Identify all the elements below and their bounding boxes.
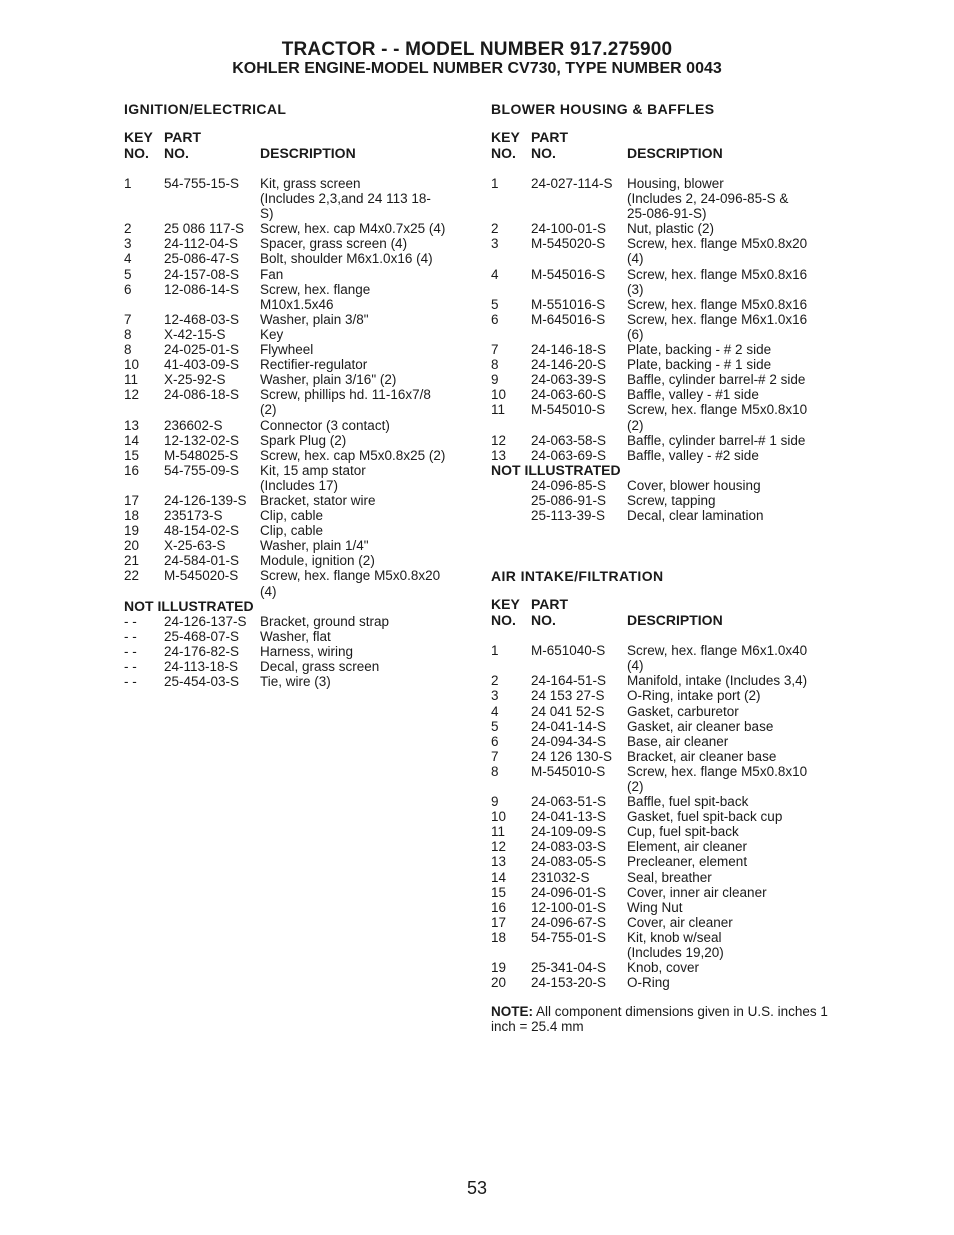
- part-no: M-545010-S: [531, 763, 606, 779]
- table-row: [124, 387, 484, 417]
- description: Precleaner, element: [627, 854, 748, 870]
- table-row: [491, 734, 851, 749]
- description: Washer, plain 1/4": [260, 538, 369, 554]
- table-row: [124, 342, 484, 357]
- part-no: 24 126 130-S: [531, 748, 613, 764]
- key-no: 15: [124, 447, 140, 463]
- table-row: [491, 839, 851, 854]
- key-no: 20: [491, 975, 507, 991]
- description: Seal, breather: [627, 869, 712, 885]
- key-no: 1: [124, 176, 132, 191]
- not-illustrated-list-ignition: [124, 614, 484, 689]
- description: Kit, knob w/seal (Includes 19,20): [627, 929, 724, 961]
- key-no: 12: [491, 432, 507, 448]
- table-header: [124, 130, 484, 161]
- description: Screw, phillips hd. 11-16x7/8 (2): [260, 387, 431, 418]
- part-no: 24-153-20-S: [531, 975, 607, 991]
- description: Decal, grass screen: [260, 659, 380, 674]
- key-no: 2: [491, 221, 499, 237]
- table-row: [491, 794, 851, 809]
- description: Gasket, carburetor: [627, 703, 739, 719]
- part-no: M-551016-S: [531, 296, 606, 312]
- description: Screw, hex. flange M5x0.8x16: [627, 296, 808, 312]
- key-no: 8: [124, 326, 132, 342]
- part-no: 24-157-08-S: [164, 266, 240, 282]
- part-no: X-42-15-S: [164, 326, 226, 342]
- part-no: 24-146-20-S: [531, 357, 607, 373]
- description: Washer, flat: [260, 628, 331, 644]
- table-row: [124, 508, 484, 523]
- parts-list-air-intake: [491, 643, 851, 990]
- page-titles: [0, 40, 954, 78]
- table-header: [491, 130, 851, 161]
- description: Wing Nut: [627, 899, 683, 915]
- table-row: [124, 493, 484, 508]
- description: Gasket, air cleaner base: [627, 718, 774, 734]
- table-row: [491, 236, 851, 266]
- part-no: 54-755-01-S: [531, 929, 607, 945]
- part-no: 25-454-03-S: [164, 674, 240, 690]
- part-no: 235173-S: [164, 508, 223, 524]
- description: Tie, wire (3): [260, 674, 331, 690]
- part-no: 12-468-03-S: [164, 311, 240, 327]
- part-no: 25-086-47-S: [164, 251, 240, 267]
- part-no: 24-096-67-S: [531, 914, 607, 930]
- page-title: TRACTOR - - MODEL NUMBER 917.275900: [281, 39, 673, 60]
- key-no: - -: [124, 643, 137, 659]
- part-no: 24-025-01-S: [164, 342, 240, 358]
- key-no: 3: [491, 236, 499, 252]
- description: Baffle, fuel spit-back: [627, 794, 749, 810]
- description: O-Ring: [627, 975, 670, 991]
- table-row: [491, 749, 851, 764]
- part-no: 24-126-137-S: [164, 613, 247, 629]
- key-no: 13: [491, 854, 507, 870]
- part-no: M-545020-S: [531, 236, 606, 252]
- description: O-Ring, intake port (2): [627, 688, 761, 704]
- part-no: 24-083-03-S: [531, 839, 607, 855]
- key-no: 14: [124, 432, 140, 448]
- not-illustrated-heading: NOT ILLUSTRATED: [124, 597, 254, 614]
- parts-list-blower: [491, 176, 851, 463]
- key-no: 7: [124, 311, 132, 327]
- section-title-ignition: IGNITION/ELECTRICAL: [124, 101, 287, 117]
- key-no: 6: [491, 733, 499, 749]
- part-no: 25 086 117-S: [164, 221, 245, 237]
- part-no: 24-063-60-S: [531, 387, 607, 403]
- key-no: - -: [124, 674, 137, 690]
- description: Cover, air cleaner: [627, 914, 733, 930]
- table-row: [491, 975, 851, 990]
- part-no: M-545010-S: [531, 402, 606, 418]
- key-no: 19: [491, 960, 507, 976]
- description: Clip, cable: [260, 523, 324, 539]
- table-row: [491, 915, 851, 930]
- table-row: [124, 372, 484, 387]
- key-no: 11: [124, 372, 139, 388]
- key-no: 9: [491, 794, 499, 810]
- key-no: 20: [124, 538, 140, 554]
- part-no: M-548025-S: [164, 447, 239, 463]
- part-no: 25-113-39-S: [531, 508, 606, 524]
- description: Connector (3 contact): [260, 417, 390, 433]
- table-row: [491, 372, 851, 387]
- table-row: [124, 357, 484, 372]
- description: Cover, inner air cleaner: [627, 884, 767, 900]
- table-row: [124, 463, 484, 493]
- key-no: 4: [491, 266, 499, 282]
- table-row: [124, 523, 484, 538]
- header-part-no: NO.: [531, 611, 556, 628]
- part-no: 24-096-01-S: [531, 884, 607, 900]
- key-no: 6: [491, 311, 499, 327]
- table-row: [491, 221, 851, 236]
- header-key: KEY: [491, 129, 520, 145]
- part-no: 24-100-01-S: [531, 221, 607, 237]
- part-no: 24-083-05-S: [531, 854, 607, 870]
- table-row: [124, 312, 484, 327]
- description: Screw, tapping: [627, 492, 716, 508]
- key-no: 19: [124, 523, 140, 539]
- description: Harness, wiring: [260, 643, 354, 659]
- key-no: 9: [491, 372, 499, 388]
- table-row: [491, 824, 851, 839]
- part-no: 54-755-09-S: [164, 462, 240, 478]
- table-row: [491, 357, 851, 372]
- part-no: M-545020-S: [164, 568, 239, 584]
- table-row: [491, 312, 851, 342]
- description: Screw, hex. flange M5x0.8x10 (2): [627, 402, 808, 433]
- table-row: [124, 553, 484, 568]
- description: Baffle, cylinder barrel-# 2 side: [627, 372, 806, 388]
- table-row: [491, 930, 851, 960]
- table-row: [491, 719, 851, 734]
- key-no: 2: [124, 221, 132, 237]
- key-no: 7: [491, 342, 499, 358]
- table-header: [491, 597, 851, 628]
- description: Flywheel: [260, 342, 314, 358]
- table-row: [124, 538, 484, 553]
- description: Bracket, air cleaner base: [627, 748, 777, 764]
- key-no: 13: [491, 447, 507, 463]
- key-no: 10: [491, 387, 507, 403]
- description: Screw, hex. cap M4x0.7x25 (4): [260, 221, 446, 237]
- part-no: 12-100-01-S: [531, 899, 607, 915]
- key-no: 21: [124, 553, 140, 569]
- table-row: [491, 493, 851, 508]
- table-row: [491, 433, 851, 448]
- part-no: 48-154-02-S: [164, 523, 240, 539]
- table-row: [124, 251, 484, 266]
- key-no: 16: [124, 462, 140, 478]
- description: Screw, hex. flange M5x0.8x20 (4): [627, 236, 808, 267]
- part-no: 54-755-15-S: [164, 176, 240, 191]
- key-no: 11: [491, 402, 506, 418]
- part-no: 25-341-04-S: [531, 960, 607, 976]
- table-row: [491, 176, 851, 221]
- part-no: X-25-92-S: [164, 372, 226, 388]
- key-no: 22: [124, 568, 140, 584]
- part-no: 24-086-18-S: [164, 387, 240, 403]
- table-row: [491, 387, 851, 402]
- note: [491, 1004, 851, 1034]
- table-row: [491, 342, 851, 357]
- description: Plate, backing - # 2 side: [627, 342, 772, 358]
- description: Spacer, grass screen (4): [260, 236, 408, 252]
- table-row: [124, 568, 484, 598]
- description: Knob, cover: [627, 960, 700, 976]
- part-no: 24-113-18-S: [164, 659, 239, 674]
- description: Cup, fuel spit-back: [627, 824, 739, 840]
- description: Bracket, stator wire: [260, 492, 376, 508]
- key-no: 17: [491, 914, 507, 930]
- part-no: 24-584-01-S: [164, 553, 240, 569]
- description: Key: [260, 326, 284, 342]
- description: Base, air cleaner: [627, 733, 729, 749]
- part-no: 24-094-34-S: [531, 733, 607, 749]
- not-illustrated-list-blower: [491, 478, 851, 523]
- description: Cover, blower housing: [627, 477, 761, 493]
- page-number: 53: [466, 1178, 488, 1198]
- description: Fan: [260, 266, 284, 282]
- part-no: 24-096-85-S: [531, 477, 607, 493]
- part-no: 12-086-14-S: [164, 281, 240, 297]
- key-no: 18: [491, 929, 507, 945]
- part-no: 24 153 27-S: [531, 688, 605, 704]
- table-row: [124, 327, 484, 342]
- part-no: 24-112-04-S: [164, 236, 239, 252]
- key-no: - -: [124, 613, 137, 629]
- table-row: [491, 508, 851, 523]
- description: Decal, clear lamination: [627, 508, 764, 524]
- key-no: 3: [124, 236, 132, 252]
- header-part: PART: [531, 596, 569, 613]
- table-row: [124, 176, 484, 221]
- description: Clip, cable: [260, 508, 324, 524]
- header-description: DESCRIPTION: [627, 144, 723, 161]
- description: Kit, 15 amp stator (Includes 17): [260, 462, 366, 493]
- header-key: KEY: [124, 129, 153, 145]
- table-row: [491, 960, 851, 975]
- description: Spark Plug (2): [260, 432, 347, 448]
- table-row: [491, 267, 851, 297]
- part-no: 24-063-51-S: [531, 794, 607, 810]
- part-no: 24-176-82-S: [164, 643, 240, 659]
- header-key-no: NO.: [491, 144, 516, 161]
- table-row: [124, 433, 484, 448]
- description: Plate, backing - # 1 side: [627, 357, 772, 373]
- table-row: [124, 659, 484, 674]
- description: Washer, plain 3/8": [260, 311, 369, 327]
- description: Nut, plastic (2): [627, 221, 715, 237]
- part-no: M-651040-S: [531, 643, 606, 659]
- parts-list-ignition: [124, 176, 484, 599]
- section-title-blower: BLOWER HOUSING & BAFFLES: [491, 101, 715, 117]
- part-no: 12-132-02-S: [164, 432, 240, 448]
- table-row: [124, 674, 484, 689]
- part-no: 231032-S: [531, 869, 590, 885]
- key-no: 1: [491, 176, 499, 191]
- section-title-air-intake: AIR INTAKE/FILTRATION: [491, 568, 664, 585]
- description: Rectifier-regulator: [260, 357, 368, 373]
- description: Module, ignition (2): [260, 553, 375, 569]
- description: Baffle, cylinder barrel-# 1 side: [627, 432, 806, 448]
- description: Screw, hex. cap M5x0.8x25 (2): [260, 447, 446, 463]
- part-no: 24 041 52-S: [531, 703, 605, 719]
- part-no: 24-164-51-S: [531, 673, 607, 689]
- description: Washer, plain 3/16" (2): [260, 372, 397, 388]
- description: Bracket, ground strap: [260, 613, 390, 629]
- table-row: [491, 643, 851, 673]
- header-part: PART: [164, 129, 202, 145]
- part-no: 25-468-07-S: [164, 628, 240, 644]
- part-no: 24-063-39-S: [531, 372, 607, 388]
- left-column: [124, 100, 484, 689]
- table-row: [491, 673, 851, 688]
- key-no: 16: [491, 899, 507, 915]
- table-row: [124, 282, 484, 312]
- part-no: 24-041-13-S: [531, 809, 607, 825]
- table-row: [491, 297, 851, 312]
- part-no: 24-146-18-S: [531, 342, 607, 358]
- description: Screw, hex. flange M10x1.5x46: [260, 281, 371, 312]
- key-no: - -: [124, 659, 137, 674]
- table-row: [491, 704, 851, 719]
- key-no: 5: [124, 266, 132, 282]
- description: Housing, blower (Includes 2, 24-096-85-S & 25-086-91-S): [627, 176, 789, 222]
- key-no: [491, 478, 531, 493]
- table-row: [491, 402, 851, 432]
- header-description: DESCRIPTION: [260, 144, 356, 161]
- table-row: [491, 478, 851, 493]
- key-no: 8: [491, 763, 499, 779]
- key-no: 13: [124, 417, 140, 433]
- key-no: 8: [491, 357, 499, 373]
- right-column: [491, 100, 851, 1035]
- table-row: [491, 885, 851, 900]
- header-part-no: NO.: [164, 144, 189, 161]
- note-text: All component dimensions given in U.S. inches 1 inch = 25.4 mm: [491, 1004, 828, 1035]
- description: Screw, hex. flange M5x0.8x16 (3): [627, 266, 808, 297]
- table-row: [124, 236, 484, 251]
- key-no: 3: [491, 688, 499, 704]
- part-no: 41-403-09-S: [164, 357, 240, 373]
- table-row: [124, 614, 484, 629]
- key-no: 5: [491, 718, 499, 734]
- key-no: - -: [124, 628, 137, 644]
- key-no: 6: [124, 281, 132, 297]
- table-row: [124, 629, 484, 644]
- description: Manifold, intake (Includes 3,4): [627, 673, 808, 689]
- key-no: 1: [491, 643, 499, 659]
- table-row: [491, 764, 851, 794]
- key-no: 11: [491, 824, 506, 840]
- part-no: 24-063-69-S: [531, 447, 607, 463]
- description: Screw, hex. flange M5x0.8x10 (2): [627, 763, 808, 794]
- header-key-no: NO.: [124, 144, 149, 161]
- header-part: PART: [531, 129, 569, 145]
- description: Screw, hex. flange M6x1.0x40 (4): [627, 643, 808, 674]
- table-row: [124, 267, 484, 282]
- key-no: 17: [124, 492, 140, 508]
- table-row: [491, 854, 851, 869]
- table-row: [491, 870, 851, 885]
- table-row: [491, 809, 851, 824]
- key-no: 4: [491, 703, 499, 719]
- part-no: 24-109-09-S: [531, 824, 607, 840]
- key-no: 5: [491, 296, 499, 312]
- key-no: 2: [491, 673, 499, 689]
- key-no: [491, 493, 531, 508]
- description: Element, air cleaner: [627, 839, 748, 855]
- table-row: [491, 900, 851, 915]
- table-row: [124, 418, 484, 433]
- not-illustrated-heading: NOT ILLUSTRATED: [491, 461, 621, 478]
- part-no: 25-086-91-S: [531, 492, 607, 508]
- page-subtitle: KOHLER ENGINE-MODEL NUMBER CV730, TYPE NUMBER 0043: [232, 60, 722, 77]
- key-no: 10: [124, 357, 140, 373]
- description: Baffle, valley - #1 side: [627, 387, 759, 403]
- header-key: KEY: [491, 596, 520, 613]
- key-no: [491, 508, 531, 523]
- key-no: 10: [491, 809, 507, 825]
- key-no: 12: [124, 387, 140, 403]
- key-no: 8: [124, 342, 132, 358]
- key-no: 7: [491, 748, 499, 764]
- part-no: 24-126-139-S: [164, 492, 247, 508]
- part-no: 24-063-58-S: [531, 432, 607, 448]
- key-no: 18: [124, 508, 140, 524]
- description: Bolt, shoulder M6x1.0x16 (4): [260, 251, 433, 267]
- part-no: 24-027-114-S: [531, 176, 613, 191]
- key-no: 14: [491, 869, 507, 885]
- header-key-no: NO.: [491, 611, 516, 628]
- part-no: X-25-63-S: [164, 538, 226, 554]
- header-part-no: NO.: [531, 144, 556, 161]
- part-no: 24-041-14-S: [531, 718, 607, 734]
- part-no: M-545016-S: [531, 266, 606, 282]
- table-row: [124, 448, 484, 463]
- table-row: [491, 448, 851, 463]
- table-row: [124, 644, 484, 659]
- key-no: 12: [491, 839, 507, 855]
- note-label: NOTE:: [491, 1004, 533, 1020]
- part-no: 236602-S: [164, 417, 223, 433]
- table-row: [124, 221, 484, 236]
- table-row: [491, 688, 851, 703]
- description: Screw, hex. flange M6x1.0x16 (6): [627, 311, 808, 342]
- description: Kit, grass screen (Includes 2,3,and 24 113 18- S): [260, 176, 431, 222]
- header-description: DESCRIPTION: [627, 611, 723, 628]
- key-no: 4: [124, 251, 132, 267]
- part-no: M-645016-S: [531, 311, 606, 327]
- key-no: 15: [491, 884, 507, 900]
- description: Screw, hex. flange M5x0.8x20 (4): [260, 568, 441, 599]
- description: Gasket, fuel spit-back cup: [627, 809, 783, 825]
- description: Baffle, valley - #2 side: [627, 447, 759, 463]
